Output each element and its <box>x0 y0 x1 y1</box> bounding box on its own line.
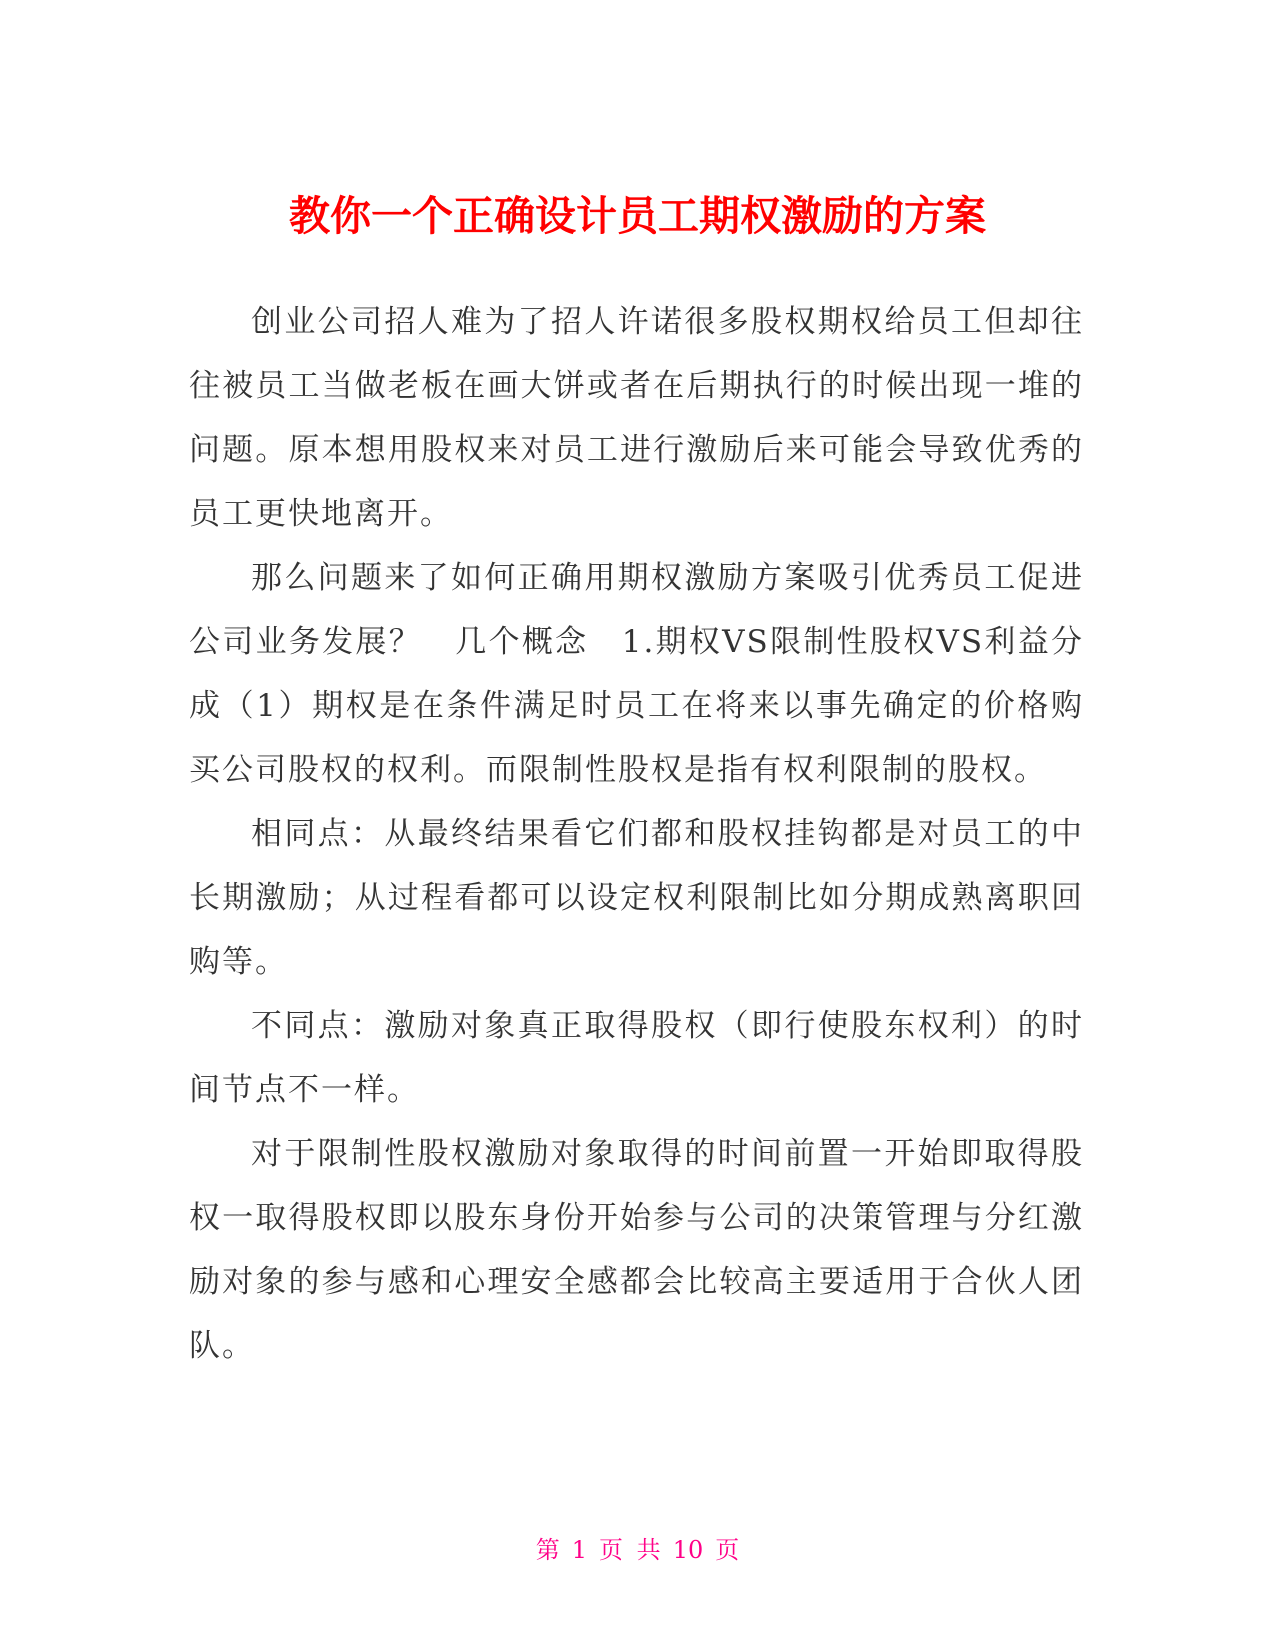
paragraph-2: 那么问题来了如何正确用期权激励方案吸引优秀员工促进公司业务发展？ 几个概念 1.期权VS限制性股权VS利益分成（1）期权是在条件满足时员工在将来以事先确定的价格购买公司股权的权利。而限制性股权是指有权利限制的股权。 <box>189 560 1084 788</box>
footer-total-pages: 10 <box>672 1536 704 1564</box>
paragraph-4: 不同点：激励对象真正取得股权（即行使股东权利）的时间节点不一样。 <box>189 1008 1084 1108</box>
paragraph-1: 创业公司招人难为了招人许诺很多股权期权给员工但却往往被员工当做老板在画大饼或者在后期执行的时候出现一堆的问题。原本想用股权来对员工进行激励后来可能会导致优秀的员工更快地离开。 <box>189 304 1084 532</box>
paragraph-3: 相同点：从最终结果看它们都和股权挂钩都是对员工的中长期激励；从过程看都可以设定权利限制比如分期成熟离职回购等。 <box>189 816 1084 980</box>
document-body <box>189 290 1084 1378</box>
footer-page-middle: 页 共 <box>599 1536 661 1564</box>
footer-page-number: 1 <box>571 1536 588 1564</box>
footer-page-prefix: 第 <box>535 1536 560 1564</box>
footer-page-suffix: 页 <box>715 1536 740 1564</box>
document-title: 教你一个正确设计员工期权激励的方案 <box>289 192 986 241</box>
page-footer <box>0 1534 1275 1566</box>
paragraph-5: 对于限制性股权激励对象取得的时间前置一开始即取得股权一取得股权即以股东身份开始参与公司的决策管理与分红激励对象的参与感和心理安全感都会比较高主要适用于合伙人团队。 <box>189 1136 1084 1364</box>
